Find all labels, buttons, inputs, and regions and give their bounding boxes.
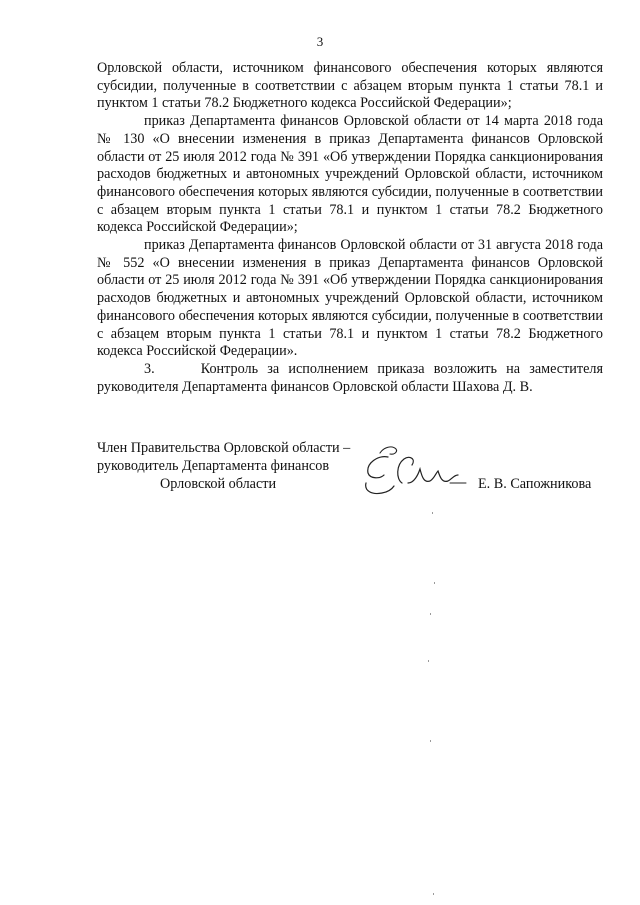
scan-speck <box>434 582 435 584</box>
signatory-title-line-2: руководитель Департамента финансов <box>97 458 330 474</box>
page-number: 3 <box>316 34 324 49</box>
scan-speck <box>430 613 431 615</box>
scan-speck <box>433 893 434 895</box>
signatory-title-line-1: Член Правительства Орловской области – <box>97 440 351 456</box>
signatory-name: Е. В. Сапожникова <box>478 476 592 492</box>
scan-speck <box>432 512 433 514</box>
paragraph-control-clause: 3. Контроль за исполнением приказа возложить на заместителя руководителя Департамента финансов Орловской области Шахова Д. В. <box>97 360 603 395</box>
scan-speck <box>428 660 429 662</box>
paragraph-order-130: приказ Департамента финансов Орловской области от 14 марта 2018 года № 130 «О внесении изменения в приказ Департамента финансов Орловской области от 25 июля 2012 года № 391 «Об утверждении Порядка санкционирования расходов бюджетных и автономных учреждений Орловской области, источником финансового обеспечения которых являются субсидии, полученные в соответствии с абзацем вторым пункта 1 статьи 78.1 и пунктом 1 статьи 78.2 Бюджетного кодекса Российской Федерации»; <box>97 113 603 236</box>
handwritten-signature <box>358 443 470 503</box>
document-body <box>97 60 603 396</box>
paragraph-order-552: приказ Департамента финансов Орловской области от 31 августа 2018 года № 552 «О внесении изменения в приказ Департамента финансов Орловской области от 25 июля 2012 года № 391 «Об утверждении Порядка санкционирования расходов бюджетных и автономных учреждений Орловской области, источником финансового обеспечения которых являются субсидии, полученные в соответствии с абзацем вторым пункта 1 статьи 78.1 и пунктом 1 статьи 78.2 Бюджетного кодекса Российской Федерации». <box>97 237 603 360</box>
signatory-title-line-3: Орловской области <box>160 476 277 492</box>
paragraph-continuation: Орловской области, источником финансового обеспечения которых являются субсидии, полученные в соответствии с абзацем вторым пункта 1 статьи 78.1 и пунктом 1 статьи 78.2 Бюджетного кодекса Российской Федерации»; <box>97 60 603 112</box>
scan-speck <box>430 740 431 742</box>
